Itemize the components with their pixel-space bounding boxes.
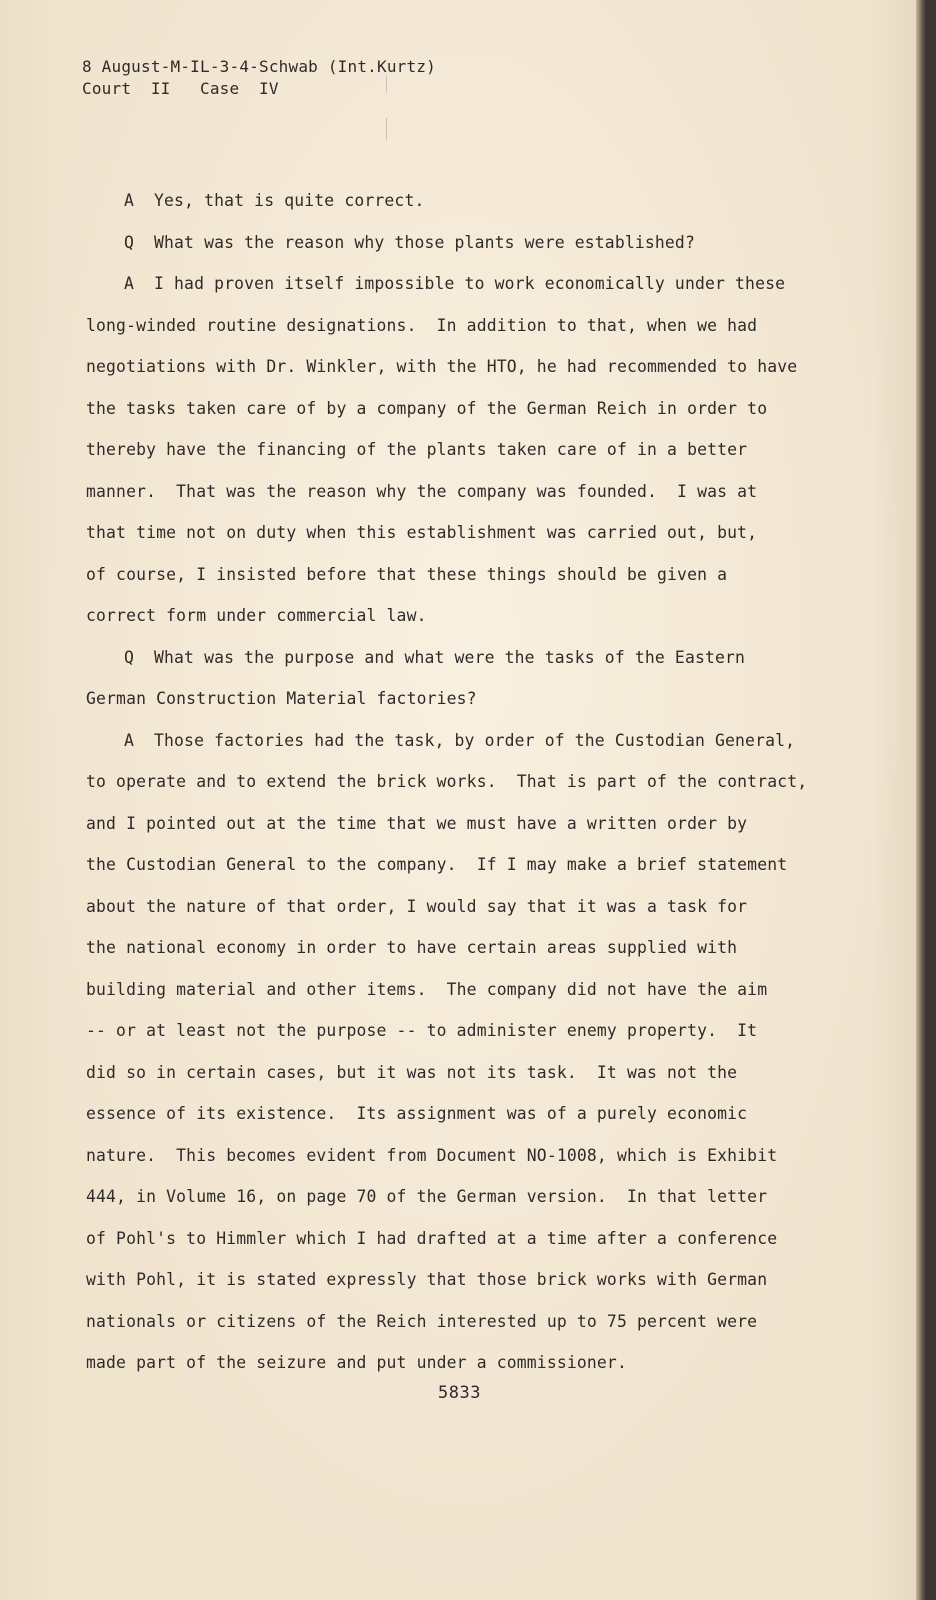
transcript-text: essence of its existence. Its assignment was of a purely economic bbox=[86, 1104, 748, 1123]
transcript-text: did so in certain cases, but it was not its task. It was not the bbox=[86, 1062, 738, 1082]
transcript-text: What was the purpose and what were the tasks of the Eastern bbox=[154, 647, 746, 667]
paragraph-line bbox=[86, 803, 876, 845]
answer-marker: A bbox=[124, 274, 135, 293]
paragraph-line bbox=[86, 886, 876, 928]
paragraph-line bbox=[86, 1218, 876, 1260]
page-number: 5833 bbox=[438, 1383, 481, 1403]
paragraph-line bbox=[86, 346, 876, 388]
page-edge-shadow bbox=[916, 0, 926, 1600]
answer-marker: A bbox=[124, 730, 135, 750]
paragraph-line bbox=[86, 844, 876, 886]
transcript-text: -- or at least not the purpose -- to administer enemy property. It bbox=[86, 1021, 758, 1040]
transcript-text: made part of the seizure and put under a commissioner. bbox=[86, 1353, 627, 1372]
paragraph-first-line bbox=[86, 222, 876, 264]
transcript-text: about the nature of that order, I would say that it was a task for bbox=[86, 896, 748, 916]
question-marker: Q bbox=[124, 647, 135, 667]
transcript-text: thereby have the financing of the plants taken care of in a better bbox=[86, 440, 748, 459]
document-header bbox=[82, 56, 436, 100]
transcript-text: German Construction Material factories? bbox=[86, 689, 477, 708]
paragraph-line bbox=[86, 1093, 876, 1135]
transcript-text: to operate and to extend the brick works. That is part of the contract, bbox=[86, 772, 808, 791]
header-court-line: Court II Case IV bbox=[82, 79, 279, 98]
transcript-text: What was the reason why those plants were established? bbox=[154, 232, 695, 252]
transcript-body bbox=[86, 180, 876, 1384]
transcript-text: with Pohl, it is stated expressly that those brick works with German bbox=[86, 1270, 768, 1289]
paragraph-line bbox=[86, 388, 876, 430]
transcript-text: that time not on duty when this establishment was carried out, but, bbox=[86, 523, 758, 542]
paragraph-line bbox=[86, 512, 876, 554]
transcript-text: nature. This becomes evident from Document NO-1008, which is Exhibit bbox=[86, 1145, 778, 1165]
paragraph-line bbox=[86, 969, 876, 1011]
paragraph-line bbox=[86, 595, 876, 637]
paragraph-first-line bbox=[86, 637, 876, 679]
transcript-text: long-winded routine designations. In addition to that, when we had bbox=[86, 315, 758, 335]
paragraph-first-line bbox=[86, 180, 876, 222]
paragraph-line bbox=[86, 761, 876, 803]
answer-marker: A bbox=[124, 191, 135, 210]
paragraph-line bbox=[86, 678, 876, 720]
transcript-text: and I pointed out at the time that we must have a written order by bbox=[86, 813, 748, 833]
question-marker: Q bbox=[124, 232, 135, 252]
transcript-text: building material and other items. The company did not have the aim bbox=[86, 979, 768, 999]
paragraph-line bbox=[86, 554, 876, 596]
paragraph-line bbox=[86, 429, 876, 471]
transcript-text: of Pohl's to Himmler which I had drafted at a time after a conference bbox=[86, 1228, 778, 1248]
paragraph-line bbox=[86, 471, 876, 513]
fold-mark bbox=[386, 118, 387, 140]
transcript-text: of course, I insisted before that these things should be given a bbox=[86, 564, 728, 584]
transcript-text: correct form under commercial law. bbox=[86, 606, 427, 625]
paragraph-line bbox=[86, 1301, 876, 1343]
paragraph-line bbox=[86, 1259, 876, 1301]
transcript-text: 444, in Volume 16, on page 70 of the German version. In that letter bbox=[86, 1187, 768, 1206]
transcript-text: Those factories had the task, by order of the Custodian General, bbox=[154, 730, 796, 750]
transcript-text: the Custodian General to the company. If I may make a brief statement bbox=[86, 855, 788, 874]
paragraph-line bbox=[86, 1052, 876, 1094]
paragraph-first-line bbox=[86, 263, 876, 305]
paragraph-first-line bbox=[86, 720, 876, 762]
paragraph-line bbox=[86, 1176, 876, 1218]
paragraph-line bbox=[86, 1010, 876, 1052]
paragraph-line bbox=[86, 1342, 876, 1384]
header-session-line: 8 August-M-IL-3-4-Schwab (Int.Kurtz) bbox=[82, 57, 436, 76]
transcript-text: Yes, that is quite correct. bbox=[154, 191, 425, 210]
transcript-text: negotiations with Dr. Winkler, with the HTO, he had recommended to have bbox=[86, 357, 798, 376]
transcript-text: the national economy in order to have certain areas supplied with bbox=[86, 938, 738, 957]
paragraph-line bbox=[86, 927, 876, 969]
paragraph-line bbox=[86, 305, 876, 347]
transcript-text: I had proven itself impossible to work economically under these bbox=[154, 274, 786, 293]
paragraph-line bbox=[86, 1135, 876, 1177]
transcript-text: nationals or citizens of the Reich interested up to 75 percent were bbox=[86, 1311, 758, 1331]
transcript-text: manner. That was the reason why the company was founded. I was at bbox=[86, 481, 758, 501]
transcript-text: the tasks taken care of by a company of the German Reich in order to bbox=[86, 398, 768, 418]
